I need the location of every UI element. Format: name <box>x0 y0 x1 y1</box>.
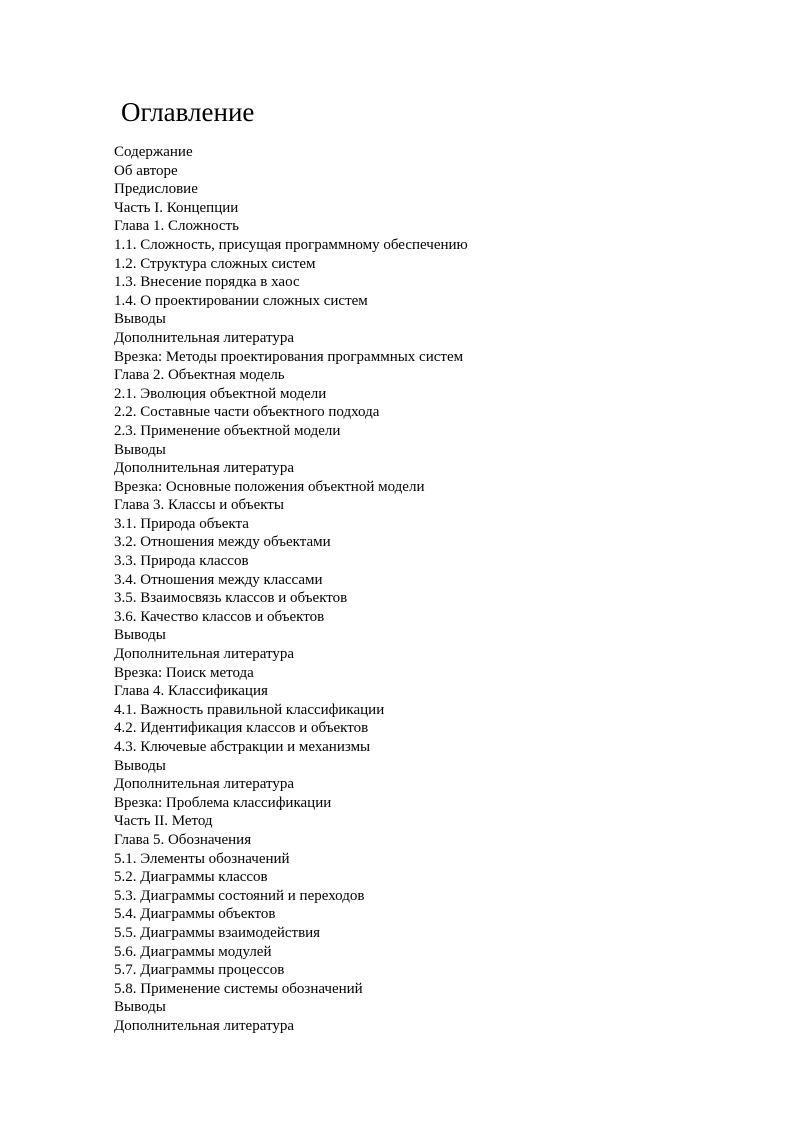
toc-entry: Предисловие <box>114 181 198 198</box>
toc-entry: Выводы <box>114 311 166 328</box>
toc-entry: Дополнительная литература <box>114 460 294 477</box>
toc-entry: 5.1. Элементы обозначений <box>114 850 290 867</box>
toc-entry: Глава 2. Объектная модель <box>114 367 285 384</box>
toc-entry: 5.7. Диаграммы процессов <box>114 962 285 979</box>
toc-entry: 3.5. Взаимосвязь классов и объектов <box>114 590 348 607</box>
toc-entry: Выводы <box>114 441 166 458</box>
toc-entry: Дополнительная литература <box>114 646 294 663</box>
toc-entry: Об авторе <box>114 162 178 179</box>
toc-entry: 3.2. Отношения между объектами <box>114 534 331 551</box>
toc-entry: Дополнительная литература <box>114 1017 294 1034</box>
toc-entry: 2.3. Применение объектной модели <box>114 422 341 439</box>
toc-entry: 4.2. Идентификация классов и объектов <box>114 720 369 737</box>
toc-entry: Дополнительная литература <box>114 776 294 793</box>
toc-entry: 3.3. Природа классов <box>114 553 249 570</box>
toc-entry: Врезка: Методы проектирования программных систем <box>114 348 464 365</box>
toc-entry: 3.1. Природа объекта <box>114 515 249 532</box>
toc-entry: 5.8. Применение системы обозначений <box>114 980 363 997</box>
toc-entry: Врезка: Основные положения объектной модели <box>114 478 425 495</box>
toc-entry: 2.2. Составные части объектного подхода <box>114 404 380 421</box>
toc-entry: 1.4. О проектировании сложных систем <box>114 292 368 309</box>
toc-entry: Глава 5. Обозначения <box>114 831 252 848</box>
toc-entry: 1.1. Сложность, присущая программному обеспечению <box>114 236 468 253</box>
toc-entry: Врезка: Поиск метода <box>114 664 254 681</box>
toc-entry: Часть II. Метод <box>114 813 213 830</box>
toc-entry: Выводы <box>114 757 166 774</box>
toc-entry: 5.4. Диаграммы объектов <box>114 906 276 923</box>
toc-entry: Глава 4. Классификация <box>114 683 268 700</box>
toc-entry: Выводы <box>114 999 166 1016</box>
toc-entry: Глава 3. Классы и объекты <box>114 497 284 514</box>
toc-entry: 2.1. Эволюция объектной модели <box>114 385 327 402</box>
toc-entry: 4.3. Ключевые абстракции и механизмы <box>114 739 371 755</box>
toc-entry: 3.6. Качество классов и объектов <box>114 608 325 625</box>
toc-entry: 1.2. Структура сложных систем <box>114 255 316 272</box>
toc-entry: Выводы <box>114 627 166 644</box>
toc-entry: Дополнительная литература <box>114 329 294 346</box>
toc-entry: 4.1. Важность правильной классификации <box>114 701 385 718</box>
toc-entry: 5.6. Диаграммы модулей <box>114 943 272 960</box>
page-title: Оглавление <box>121 97 255 127</box>
toc-entry: Содержание <box>114 144 193 160</box>
table-of-contents <box>114 143 468 1036</box>
toc-entry: Врезка: Проблема классификации <box>114 794 332 811</box>
toc-entry: 5.2. Диаграммы классов <box>114 869 268 886</box>
toc-entry: 5.5. Диаграммы взаимодействия <box>114 924 321 941</box>
toc-entry: 1.3. Внесение порядка в хаос <box>114 274 300 291</box>
toc-entry: 5.3. Диаграммы состояний и переходов <box>114 887 365 904</box>
toc-entry: Часть I. Концепции <box>114 199 239 216</box>
toc-entry: Глава 1. Сложность <box>114 218 239 235</box>
toc-entry: 3.4. Отношения между классами <box>114 571 323 588</box>
